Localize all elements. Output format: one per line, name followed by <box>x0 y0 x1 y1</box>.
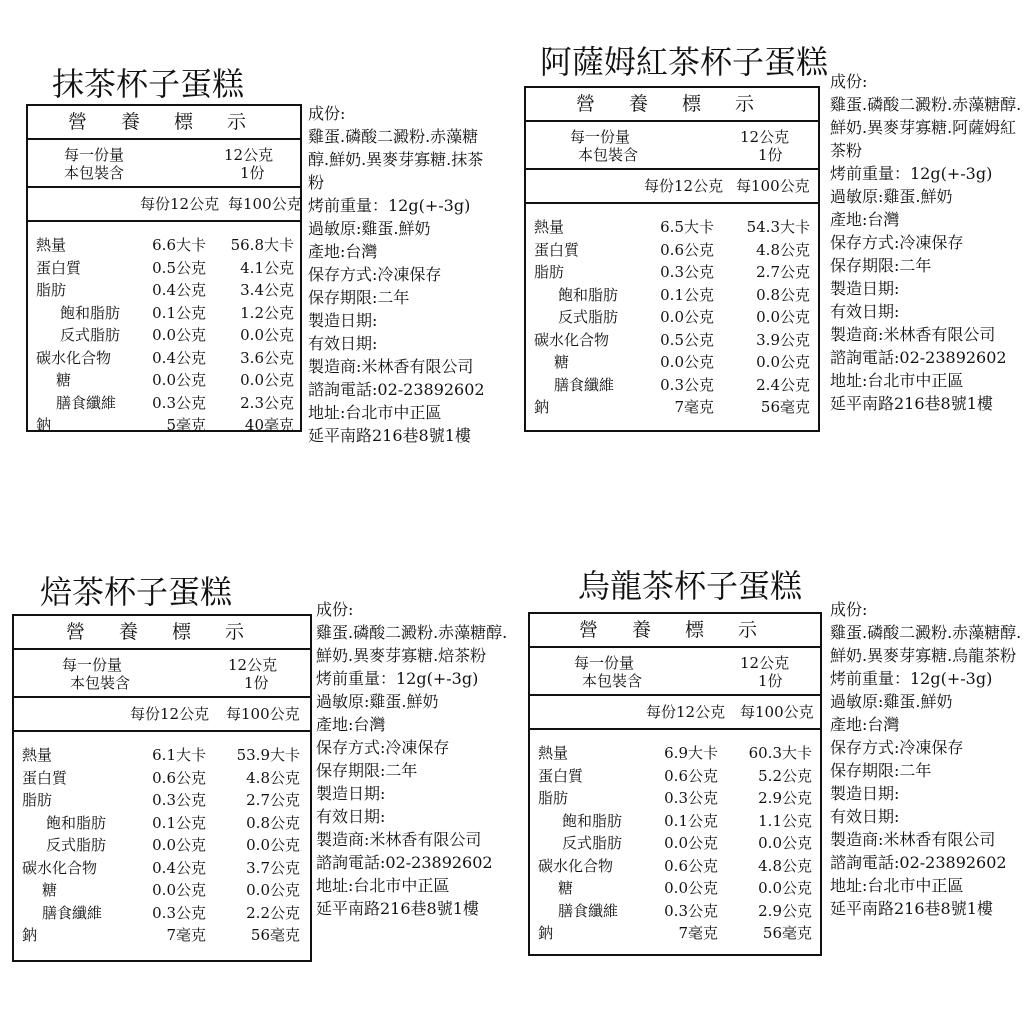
nutrient-name: 糖 <box>558 879 574 897</box>
nutrient-row <box>14 789 310 812</box>
nutrition-table <box>528 612 822 956</box>
col-per-serving: 每份12公克 <box>130 705 210 723</box>
nutrient-name: 膳食纖維 <box>42 903 103 922</box>
nutrient-name: 脂肪 <box>534 263 565 281</box>
nutrition-table <box>26 104 302 432</box>
nutrient-row <box>530 922 820 945</box>
ingredients-label: 成份: <box>830 72 868 91</box>
value-per-serving: 0.6公克 <box>664 856 718 875</box>
nutrient-row <box>14 834 310 857</box>
serving-info <box>14 650 310 698</box>
value-per-100g: 2.7公克 <box>246 791 300 809</box>
nutrition-header: 營 養 標 示 <box>530 614 820 648</box>
manufacturer-text: 製造商:米林香有限公司 <box>316 830 482 849</box>
nutrient-row <box>526 239 818 262</box>
shelf-life-text: 保存期限:二年 <box>830 256 932 275</box>
storage-text: 保存方式:冷凍保存 <box>316 738 450 757</box>
servings-value: 1份 <box>240 164 265 182</box>
nutrient-rows <box>28 222 300 434</box>
ingredients-label: 成份: <box>830 600 868 619</box>
serving-info <box>530 648 820 696</box>
value-per-serving: 6.6大卡 <box>152 236 206 254</box>
manufacturer-text: 製造商:米林香有限公司 <box>308 357 474 376</box>
nutrition-table <box>524 86 820 432</box>
info-block <box>308 102 498 447</box>
nutrient-name: 膳食纖維 <box>554 375 615 394</box>
serving-info <box>526 122 818 170</box>
col-per-100: 每100公克 <box>736 177 810 195</box>
value-per-serving: 0.3公克 <box>660 375 714 394</box>
nutrient-name: 脂肪 <box>36 281 67 299</box>
nutrient-row <box>526 351 818 374</box>
value-per-100g: 3.9公克 <box>756 330 810 349</box>
ingredients-text: 雞蛋.磷酸二澱粉.赤藻糖醇.鮮奶.異麥芽寡糖.焙茶粉 <box>316 623 508 665</box>
address-line2: 延平南路216巷8號1樓 <box>830 394 993 413</box>
nutrient-row <box>28 392 300 415</box>
col-per-100: 每100公克 <box>740 703 814 721</box>
value-per-100g: 3.7公克 <box>246 858 300 877</box>
value-per-100g: 0.0公克 <box>246 881 300 899</box>
panel-title: 焙茶杯子蛋糕 <box>40 573 233 611</box>
value-per-serving: 7毫克 <box>166 926 206 944</box>
storage-text: 保存方式:冷凍保存 <box>308 265 442 284</box>
nutrient-row <box>14 767 310 790</box>
nutrient-row <box>14 812 310 835</box>
manufacturer-text: 製造商:米林香有限公司 <box>830 325 996 344</box>
serving-info <box>28 140 300 188</box>
value-per-serving: 0.0公克 <box>660 308 714 326</box>
ingredients-text: 雞蛋.磷酸二澱粉.赤藻糖醇.鮮奶.異麥芽寡糖.烏龍茶粉 <box>830 623 1022 665</box>
value-per-100g: 1.1公克 <box>758 811 812 830</box>
value-per-100g: 56.8大卡 <box>230 236 294 254</box>
value-per-serving: 0.3公克 <box>152 903 206 922</box>
value-per-100g: 54.3大卡 <box>746 218 810 236</box>
nutrient-name: 蛋白質 <box>534 240 580 259</box>
value-per-serving: 0.0公克 <box>152 836 206 854</box>
nutrient-row <box>530 810 820 833</box>
panel-title: 抹茶杯子蛋糕 <box>52 65 245 103</box>
value-per-serving: 0.3公克 <box>664 901 718 920</box>
value-per-100g: 2.9公克 <box>758 901 812 920</box>
value-per-serving: 0.3公克 <box>660 263 714 281</box>
allergen-text: 過敏原:雞蛋.鮮奶 <box>830 692 953 711</box>
nutrient-name: 脂肪 <box>22 791 53 809</box>
value-per-100g: 4.8公克 <box>758 856 812 875</box>
nutrient-name: 熱量 <box>538 744 569 762</box>
value-per-100g: 60.3大卡 <box>748 744 812 762</box>
nutrient-name: 蛋白質 <box>538 766 584 785</box>
weight-text: 烤前重量：12g(+-3g) <box>830 669 993 688</box>
serving-size-label: 每一份量 <box>64 146 125 164</box>
nutrient-name: 蛋白質 <box>22 768 68 787</box>
value-per-100g: 3.6公克 <box>240 348 294 367</box>
address-line2: 延平南路216巷8號1樓 <box>830 899 993 918</box>
address-line1: 地址:台北市中正區 <box>830 371 964 390</box>
value-per-serving: 0.4公克 <box>152 348 206 367</box>
serving-size-value: 12公克 <box>740 128 790 146</box>
serving-size-label: 每一份量 <box>62 656 123 674</box>
col-per-serving: 每份12公克 <box>140 195 220 213</box>
allergen-text: 過敏原:雞蛋.鮮奶 <box>308 219 431 238</box>
nutrient-name: 反式脂肪 <box>60 326 121 344</box>
col-per-100: 每100公克 <box>226 705 300 723</box>
nutrient-name: 反式脂肪 <box>562 834 623 852</box>
nutrient-row <box>530 900 820 923</box>
nutrient-name: 碳水化合物 <box>36 348 112 367</box>
nutrient-name: 膳食纖維 <box>558 901 619 920</box>
ingredients-label: 成份: <box>308 104 346 123</box>
value-per-100g: 4.8公克 <box>756 240 810 259</box>
value-per-100g: 0.0公克 <box>756 353 810 371</box>
value-per-100g: 2.9公克 <box>758 789 812 807</box>
nutrient-name: 熱量 <box>22 746 53 764</box>
ingredients-text: 雞蛋.磷酸二澱粉.赤藻糖醇.鮮奶.異麥芽寡糖.阿薩姆紅茶粉 <box>830 95 1022 160</box>
value-per-serving: 7毫克 <box>678 924 718 942</box>
value-per-serving: 6.9大卡 <box>664 744 718 762</box>
nutrient-name: 鈉 <box>36 416 52 434</box>
shelf-life-text: 保存期限:二年 <box>830 761 932 780</box>
serving-size-label: 每一份量 <box>574 654 635 672</box>
nutrient-name: 碳水化合物 <box>538 856 614 875</box>
nutrient-name: 蛋白質 <box>36 258 82 277</box>
nutrient-row <box>28 279 300 302</box>
exp-date-text: 有效日期: <box>308 334 378 353</box>
value-per-100g: 1.2公克 <box>240 303 294 322</box>
nutrient-row <box>530 877 820 900</box>
nutrient-row <box>526 396 818 419</box>
serving-size-value: 12公克 <box>228 656 278 674</box>
nutrient-name: 糖 <box>56 371 72 389</box>
value-per-100g: 0.0公克 <box>756 308 810 326</box>
value-per-serving: 0.4公克 <box>152 281 206 299</box>
value-per-serving: 0.0公克 <box>152 371 206 389</box>
value-per-100g: 0.0公克 <box>246 836 300 854</box>
nutrient-name: 碳水化合物 <box>22 858 98 877</box>
weight-text: 烤前重量：12g(+-3g) <box>316 669 479 688</box>
nutrient-name: 飽和脂肪 <box>558 285 619 304</box>
value-per-100g: 2.2公克 <box>246 903 300 922</box>
value-per-serving: 0.0公克 <box>660 353 714 371</box>
value-per-serving: 6.5大卡 <box>660 218 714 236</box>
weight-text: 烤前重量：12g(+-3g) <box>830 164 993 183</box>
nutrient-name: 反式脂肪 <box>558 308 619 326</box>
value-per-100g: 4.1公克 <box>240 258 294 277</box>
mfg-date-text: 製造日期: <box>316 784 386 803</box>
nutrient-row <box>14 902 310 925</box>
phone-text: 諮詢電話:02-23892602 <box>308 380 485 399</box>
nutrient-name: 碳水化合物 <box>534 330 610 349</box>
value-per-100g: 2.7公克 <box>756 263 810 281</box>
ingredients-label: 成份: <box>316 600 354 619</box>
address-line2: 延平南路216巷8號1樓 <box>316 899 479 918</box>
nutrient-row <box>530 855 820 878</box>
storage-text: 保存方式:冷凍保存 <box>830 738 964 757</box>
value-per-100g: 56毫克 <box>762 924 812 942</box>
nutrient-row <box>28 414 300 437</box>
nutrient-name: 糖 <box>554 353 570 371</box>
value-per-100g: 0.8公克 <box>246 813 300 832</box>
servings-label: 本包裝含 <box>70 674 131 692</box>
value-per-100g: 2.4公克 <box>756 375 810 394</box>
nutrient-row <box>28 369 300 392</box>
nutrient-name: 鈉 <box>534 398 550 416</box>
nutrient-row <box>530 787 820 810</box>
nutrient-row <box>526 261 818 284</box>
column-header <box>28 188 300 222</box>
value-per-serving: 0.1公克 <box>660 285 714 304</box>
nutrient-row <box>14 924 310 947</box>
panel-title: 烏龍茶杯子蛋糕 <box>578 567 803 605</box>
value-per-100g: 0.0公克 <box>758 834 812 852</box>
nutrient-row <box>526 306 818 329</box>
nutrient-row <box>28 347 300 370</box>
value-per-serving: 7毫克 <box>674 398 714 416</box>
ingredients-text: 雞蛋.磷酸二澱粉.赤藻糖醇.鮮奶.異麥芽寡糖.抹茶粉 <box>308 127 484 192</box>
value-per-serving: 0.1公克 <box>152 813 206 832</box>
value-per-100g: 2.3公克 <box>240 393 294 412</box>
servings-value: 1份 <box>758 672 783 690</box>
allergen-text: 過敏原:雞蛋.鮮奶 <box>830 187 953 206</box>
nutrient-row <box>28 324 300 347</box>
nutrient-row <box>530 765 820 788</box>
value-per-100g: 5.2公克 <box>758 766 812 785</box>
nutrition-header: 營 養 標 示 <box>14 616 310 650</box>
allergen-text: 過敏原:雞蛋.鮮奶 <box>316 692 439 711</box>
value-per-serving: 0.3公克 <box>152 393 206 412</box>
nutrient-name: 飽和脂肪 <box>562 811 623 830</box>
info-block <box>830 598 1022 920</box>
shelf-life-text: 保存期限:二年 <box>308 288 410 307</box>
storage-text: 保存方式:冷凍保存 <box>830 233 964 252</box>
servings-value: 1份 <box>244 674 269 692</box>
nutrient-row <box>530 742 820 765</box>
origin-text: 產地:台灣 <box>830 715 900 734</box>
nutrient-row <box>14 879 310 902</box>
value-per-serving: 0.1公克 <box>152 303 206 322</box>
nutrient-row <box>526 216 818 239</box>
nutrition-header: 營 養 標 示 <box>28 106 300 140</box>
value-per-serving: 0.5公克 <box>660 330 714 349</box>
column-header <box>530 696 820 730</box>
nutrient-row <box>526 329 818 352</box>
value-per-100g: 0.8公克 <box>756 285 810 304</box>
nutrient-row <box>526 284 818 307</box>
nutrient-row <box>28 302 300 325</box>
serving-size-label: 每一份量 <box>570 128 631 146</box>
value-per-100g: 40毫克 <box>244 416 294 434</box>
manufacturer-text: 製造商:米林香有限公司 <box>830 830 996 849</box>
value-per-100g: 53.9大卡 <box>236 746 300 764</box>
exp-date-text: 有效日期: <box>830 302 900 321</box>
address-line1: 地址:台北市中正區 <box>316 876 450 895</box>
origin-text: 產地:台灣 <box>316 715 386 734</box>
info-block <box>316 598 516 920</box>
nutrient-name: 脂肪 <box>538 789 569 807</box>
nutrient-name: 膳食纖維 <box>56 393 117 412</box>
nutrient-name: 熱量 <box>534 218 565 236</box>
value-per-100g: 56毫克 <box>250 926 300 944</box>
phone-text: 諮詢電話:02-23892602 <box>830 853 1007 872</box>
nutrient-name: 飽和脂肪 <box>46 813 107 832</box>
nutrient-row <box>14 744 310 767</box>
value-per-serving: 0.1公克 <box>664 811 718 830</box>
value-per-100g: 4.8公克 <box>246 768 300 787</box>
mfg-date-text: 製造日期: <box>830 784 900 803</box>
value-per-serving: 0.0公克 <box>152 881 206 899</box>
servings-label: 本包裝含 <box>64 164 125 182</box>
value-per-100g: 0.0公克 <box>240 326 294 344</box>
shelf-life-text: 保存期限:二年 <box>316 761 418 780</box>
value-per-serving: 5毫克 <box>166 416 206 434</box>
address-line1: 地址:台北市中正區 <box>830 876 964 895</box>
nutrient-name: 鈉 <box>22 926 38 944</box>
value-per-serving: 0.6公克 <box>664 766 718 785</box>
value-per-serving: 6.1大卡 <box>152 746 206 764</box>
servings-label: 本包裝含 <box>578 146 639 164</box>
exp-date-text: 有效日期: <box>830 807 900 826</box>
phone-text: 諮詢電話:02-23892602 <box>316 853 493 872</box>
col-per-100: 每100公克 <box>228 195 302 213</box>
nutrient-row <box>14 857 310 880</box>
nutrition-header: 營 養 標 示 <box>526 88 818 122</box>
value-per-100g: 0.0公克 <box>240 371 294 389</box>
nutrient-name: 反式脂肪 <box>46 836 107 854</box>
value-per-serving: 0.6公克 <box>660 240 714 259</box>
value-per-serving: 0.5公克 <box>152 258 206 277</box>
panel-title: 阿薩姆紅茶杯子蛋糕 <box>540 43 829 81</box>
nutrient-rows <box>530 730 820 962</box>
serving-size-value: 12公克 <box>224 146 274 164</box>
phone-text: 諮詢電話:02-23892602 <box>830 348 1007 367</box>
value-per-serving: 0.6公克 <box>152 768 206 787</box>
weight-text: 烤前重量：12g(+-3g) <box>308 196 471 215</box>
nutrient-rows <box>526 204 818 436</box>
exp-date-text: 有效日期: <box>316 807 386 826</box>
nutrient-rows <box>14 732 310 964</box>
nutrient-row <box>530 832 820 855</box>
origin-text: 產地:台灣 <box>308 242 378 261</box>
address-line1: 地址:台北市中正區 <box>308 403 442 422</box>
address-line2: 延平南路216巷8號1樓 <box>308 426 471 445</box>
col-per-serving: 每份12公克 <box>644 177 724 195</box>
servings-label: 本包裝含 <box>582 672 643 690</box>
nutrient-name: 糖 <box>42 881 58 899</box>
value-per-100g: 3.4公克 <box>240 281 294 299</box>
value-per-serving: 0.3公克 <box>664 789 718 807</box>
origin-text: 產地:台灣 <box>830 210 900 229</box>
value-per-100g: 0.0公克 <box>758 879 812 897</box>
column-header <box>526 170 818 204</box>
mfg-date-text: 製造日期: <box>830 279 900 298</box>
info-block <box>830 70 1022 415</box>
value-per-serving: 0.0公克 <box>664 834 718 852</box>
nutrient-row <box>28 257 300 280</box>
value-per-serving: 0.0公克 <box>152 326 206 344</box>
serving-size-value: 12公克 <box>740 654 790 672</box>
nutrient-name: 鈉 <box>538 924 554 942</box>
column-header <box>14 698 310 732</box>
nutrient-name: 熱量 <box>36 236 67 254</box>
servings-value: 1份 <box>758 146 783 164</box>
value-per-serving: 0.0公克 <box>664 879 718 897</box>
value-per-100g: 56毫克 <box>760 398 810 416</box>
value-per-serving: 0.4公克 <box>152 858 206 877</box>
col-per-serving: 每份12公克 <box>646 703 726 721</box>
nutrient-name: 飽和脂肪 <box>60 303 121 322</box>
mfg-date-text: 製造日期: <box>308 311 378 330</box>
nutrition-table <box>12 614 312 962</box>
nutrient-row <box>28 234 300 257</box>
value-per-serving: 0.3公克 <box>152 791 206 809</box>
nutrient-row <box>526 374 818 397</box>
